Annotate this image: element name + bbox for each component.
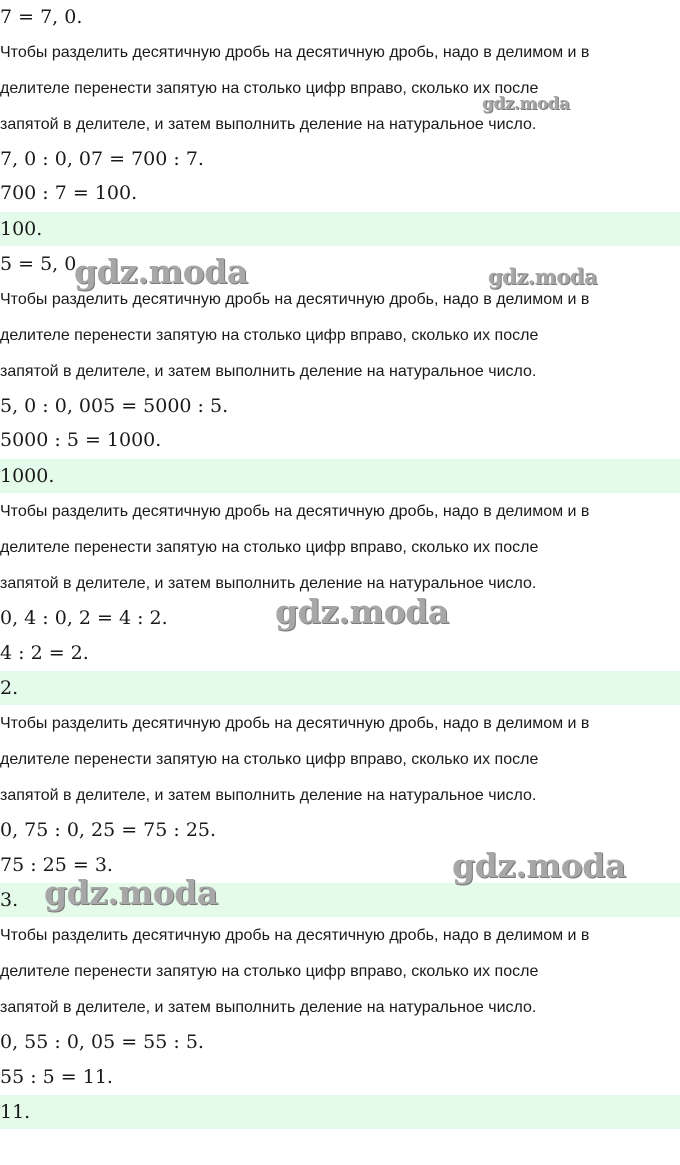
rule-text-line: запятой в делителе, и затем выполнить деление на натуральное число. bbox=[0, 787, 537, 804]
rule-text-line: делителе перенести запятую на столько цифр вправо, сколько их после bbox=[0, 539, 539, 556]
watermark-logo: gdz.moda bbox=[275, 592, 449, 631]
rule-text-line: делителе перенести запятую на столько цифр вправо, сколько их после bbox=[0, 327, 539, 344]
rule-text-line: запятой в делителе, и затем выполнить деление на натуральное число. bbox=[0, 999, 537, 1016]
rule-text-line: Чтобы разделить десятичную дробь на десятичную дробь, надо в делимом и в bbox=[0, 291, 590, 308]
math-step: 4 : 2 = 2. bbox=[0, 642, 89, 664]
watermark-logo: gdz.moda bbox=[452, 846, 626, 885]
math-step: 7 = 7, 0. bbox=[0, 6, 83, 28]
math-step: 55 : 5 = 11. bbox=[0, 1066, 113, 1088]
rule-text-line: делителе перенести запятую на столько цифр вправо, сколько их после bbox=[0, 963, 539, 980]
rule-text-line: запятой в делителе, и затем выполнить деление на натуральное число. bbox=[0, 575, 537, 592]
rule-text-line: Чтобы разделить десятичную дробь на десятичную дробь, надо в делимом и в bbox=[0, 927, 590, 944]
math-step: 0, 4 : 0, 2 = 4 : 2. bbox=[0, 607, 168, 629]
math-step: 5 = 5, 0. bbox=[0, 253, 83, 275]
watermark-logo: gdz.moda bbox=[482, 94, 570, 114]
watermark-logo: gdz.moda bbox=[488, 264, 598, 289]
math-step: 7, 0 : 0, 07 = 700 : 7. bbox=[0, 148, 204, 170]
rule-text-line: делителе перенести запятую на столько цифр вправо, сколько их после bbox=[0, 751, 539, 768]
rule-text-line: Чтобы разделить десятичную дробь на десятичную дробь, надо в делимом и в bbox=[0, 503, 590, 520]
math-step: 0, 75 : 0, 25 = 75 : 25. bbox=[0, 819, 217, 841]
watermark-logo: gdz.moda bbox=[74, 252, 248, 291]
answer-row: 3. bbox=[0, 883, 680, 917]
rule-text-line: Чтобы разделить десятичную дробь на десятичную дробь, надо в делимом и в bbox=[0, 44, 590, 61]
answer-row: 11. bbox=[0, 1095, 680, 1129]
rule-text-line: Чтобы разделить десятичную дробь на десятичную дробь, надо в делимом и в bbox=[0, 715, 590, 732]
math-step: 5, 0 : 0, 005 = 5000 : 5. bbox=[0, 395, 229, 417]
rule-text-line: запятой в делителе, и затем выполнить деление на натуральное число. bbox=[0, 363, 537, 380]
answer-row: 2. bbox=[0, 671, 680, 705]
watermark-logo: gdz.moda bbox=[44, 873, 218, 912]
answer-row: 1000. bbox=[0, 459, 680, 493]
math-step: 75 : 25 = 3. bbox=[0, 854, 113, 876]
math-step: 0, 55 : 0, 05 = 55 : 5. bbox=[0, 1031, 204, 1053]
answer-row: 100. bbox=[0, 212, 680, 246]
rule-text-line: запятой в делителе, и затем выполнить деление на натуральное число. bbox=[0, 116, 537, 133]
math-step: 700 : 7 = 100. bbox=[0, 182, 138, 204]
rule-text-line: делителе перенести запятую на столько цифр вправо, сколько их после bbox=[0, 80, 539, 97]
math-step: 5000 : 5 = 1000. bbox=[0, 429, 162, 451]
